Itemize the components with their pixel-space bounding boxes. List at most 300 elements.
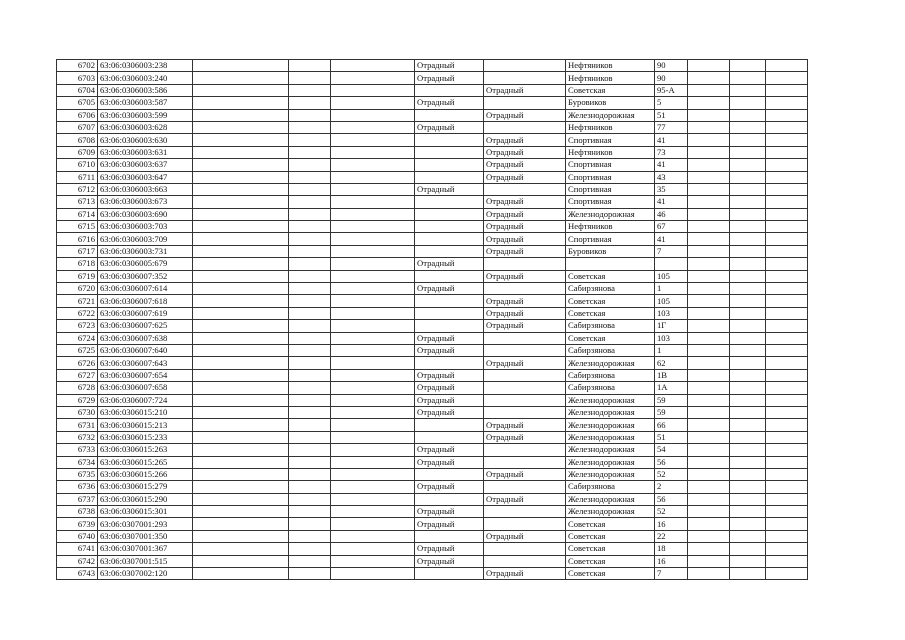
house-number-cell: 1 — [655, 344, 688, 356]
settlement-cell — [484, 506, 566, 518]
col-5 — [331, 258, 415, 270]
col-5 — [331, 196, 415, 208]
street-cell: Советская — [566, 555, 655, 567]
col-10 — [688, 419, 730, 431]
street-cell: Железнодорожная — [566, 468, 655, 480]
col-11 — [730, 84, 766, 96]
col-10 — [688, 97, 730, 109]
row-number: 6710 — [57, 159, 98, 171]
row-number: 6737 — [57, 493, 98, 505]
table-row — [57, 283, 808, 295]
table-row — [57, 109, 808, 121]
street-cell: Спортивная — [566, 134, 655, 146]
col-5 — [331, 344, 415, 356]
settlement-cell — [484, 72, 566, 84]
col-4 — [289, 109, 331, 121]
col-12 — [766, 468, 808, 480]
settlement-cell: Отрадный — [484, 419, 566, 431]
house-number-cell: 51 — [655, 431, 688, 443]
col-5 — [331, 159, 415, 171]
col-12 — [766, 320, 808, 332]
street-cell: Железнодорожная — [566, 456, 655, 468]
settlement-cell: Отрадный — [484, 357, 566, 369]
city-cell: Отрадный — [415, 72, 484, 84]
col-5 — [331, 121, 415, 133]
table-row — [57, 506, 808, 518]
table-row — [57, 543, 808, 555]
settlement-cell: Отрадный — [484, 530, 566, 542]
city-cell: Отрадный — [415, 332, 484, 344]
col-3 — [193, 233, 289, 245]
row-number: 6706 — [57, 109, 98, 121]
col-4 — [289, 530, 331, 542]
row-number: 6703 — [57, 72, 98, 84]
table-row — [57, 468, 808, 480]
col-3 — [193, 221, 289, 233]
street-cell: Железнодорожная — [566, 431, 655, 443]
house-number-cell: 95-А — [655, 84, 688, 96]
col-5 — [331, 406, 415, 418]
col-4 — [289, 307, 331, 319]
table-row — [57, 357, 808, 369]
col-12 — [766, 568, 808, 580]
col-12 — [766, 369, 808, 381]
house-number-cell: 51 — [655, 109, 688, 121]
city-cell: Отрадный — [415, 382, 484, 394]
table-row — [57, 196, 808, 208]
col-3 — [193, 159, 289, 171]
house-number-cell: 103 — [655, 307, 688, 319]
cadastral-number: 63:06:0306003:599 — [98, 109, 193, 121]
row-number: 6729 — [57, 394, 98, 406]
cadastral-number: 63:06:0306015:290 — [98, 493, 193, 505]
col-10 — [688, 394, 730, 406]
col-11 — [730, 183, 766, 195]
table-row — [57, 183, 808, 195]
col-10 — [688, 295, 730, 307]
row-number: 6715 — [57, 221, 98, 233]
col-12 — [766, 84, 808, 96]
cadastral-number: 63:06:0306003:690 — [98, 208, 193, 220]
col-10 — [688, 493, 730, 505]
col-4 — [289, 270, 331, 282]
col-12 — [766, 357, 808, 369]
table-row — [57, 530, 808, 542]
col-11 — [730, 344, 766, 356]
col-4 — [289, 134, 331, 146]
row-number: 6733 — [57, 444, 98, 456]
col-10 — [688, 121, 730, 133]
settlement-cell: Отрадный — [484, 171, 566, 183]
col-10 — [688, 506, 730, 518]
row-number: 6717 — [57, 245, 98, 257]
cadastral-number: 63:06:0306003:663 — [98, 183, 193, 195]
row-number: 6723 — [57, 320, 98, 332]
col-12 — [766, 60, 808, 72]
row-number: 6726 — [57, 357, 98, 369]
col-5 — [331, 332, 415, 344]
col-10 — [688, 382, 730, 394]
street-cell: Железнодорожная — [566, 444, 655, 456]
col-12 — [766, 555, 808, 567]
col-11 — [730, 283, 766, 295]
street-cell: Железнодорожная — [566, 208, 655, 220]
col-12 — [766, 444, 808, 456]
col-12 — [766, 171, 808, 183]
col-4 — [289, 481, 331, 493]
house-number-cell: 105 — [655, 270, 688, 282]
cadastral-number: 63:06:0306003:630 — [98, 134, 193, 146]
city-cell — [415, 270, 484, 282]
col-5 — [331, 506, 415, 518]
col-5 — [331, 283, 415, 295]
row-number: 6708 — [57, 134, 98, 146]
cadastral-number: 63:06:0306003:637 — [98, 159, 193, 171]
col-12 — [766, 382, 808, 394]
col-5 — [331, 568, 415, 580]
settlement-cell — [484, 456, 566, 468]
city-cell — [415, 431, 484, 443]
city-cell — [415, 530, 484, 542]
settlement-cell: Отрадный — [484, 468, 566, 480]
col-4 — [289, 394, 331, 406]
row-number: 6742 — [57, 555, 98, 567]
street-cell: Советская — [566, 332, 655, 344]
street-cell: Спортивная — [566, 196, 655, 208]
col-3 — [193, 183, 289, 195]
col-11 — [730, 295, 766, 307]
col-4 — [289, 382, 331, 394]
row-number: 6721 — [57, 295, 98, 307]
col-4 — [289, 258, 331, 270]
house-number-cell: 52 — [655, 506, 688, 518]
street-cell: Сабирзянова — [566, 320, 655, 332]
col-11 — [730, 468, 766, 480]
col-3 — [193, 357, 289, 369]
cadastral-number: 63:06:0306007:625 — [98, 320, 193, 332]
col-5 — [331, 270, 415, 282]
street-cell — [566, 258, 655, 270]
col-5 — [331, 456, 415, 468]
col-5 — [331, 543, 415, 555]
city-cell — [415, 109, 484, 121]
street-cell: Советская — [566, 307, 655, 319]
house-number-cell: 73 — [655, 146, 688, 158]
col-12 — [766, 183, 808, 195]
col-4 — [289, 97, 331, 109]
col-10 — [688, 431, 730, 443]
cadastral-number: 63:06:0307002:120 — [98, 568, 193, 580]
city-cell: Отрадный — [415, 481, 484, 493]
col-4 — [289, 283, 331, 295]
settlement-cell — [484, 406, 566, 418]
city-cell: Отрадный — [415, 506, 484, 518]
col-3 — [193, 518, 289, 530]
cadastral-number: 63:06:0306015:279 — [98, 481, 193, 493]
col-3 — [193, 543, 289, 555]
table-row — [57, 394, 808, 406]
col-11 — [730, 332, 766, 344]
city-cell — [415, 320, 484, 332]
city-cell — [415, 233, 484, 245]
city-cell — [415, 493, 484, 505]
settlement-cell — [484, 382, 566, 394]
col-3 — [193, 109, 289, 121]
col-12 — [766, 146, 808, 158]
settlement-cell: Отрадный — [484, 295, 566, 307]
col-4 — [289, 295, 331, 307]
col-12 — [766, 344, 808, 356]
col-5 — [331, 307, 415, 319]
house-number-cell: 18 — [655, 543, 688, 555]
col-11 — [730, 456, 766, 468]
cadastral-number: 63:06:0306015:301 — [98, 506, 193, 518]
col-11 — [730, 543, 766, 555]
settlement-cell: Отрадный — [484, 84, 566, 96]
settlement-cell — [484, 394, 566, 406]
settlement-cell — [484, 97, 566, 109]
house-number-cell: 77 — [655, 121, 688, 133]
col-10 — [688, 468, 730, 480]
table-row — [57, 134, 808, 146]
col-11 — [730, 481, 766, 493]
col-10 — [688, 171, 730, 183]
col-11 — [730, 97, 766, 109]
table-row — [57, 369, 808, 381]
col-11 — [730, 431, 766, 443]
street-cell: Советская — [566, 295, 655, 307]
house-number-cell: 56 — [655, 493, 688, 505]
col-12 — [766, 307, 808, 319]
cadastral-number: 63:06:0306007:724 — [98, 394, 193, 406]
settlement-cell: Отрадный — [484, 307, 566, 319]
col-11 — [730, 419, 766, 431]
col-5 — [331, 518, 415, 530]
street-cell: Сабирзянова — [566, 283, 655, 295]
table-row — [57, 270, 808, 282]
city-cell — [415, 245, 484, 257]
col-4 — [289, 146, 331, 158]
settlement-cell — [484, 283, 566, 295]
cadastral-number: 63:06:0306015:265 — [98, 456, 193, 468]
street-cell: Нефтяников — [566, 121, 655, 133]
table-row — [57, 307, 808, 319]
cadastral-number: 63:06:0306003:587 — [98, 97, 193, 109]
row-number: 6738 — [57, 506, 98, 518]
col-5 — [331, 109, 415, 121]
col-10 — [688, 456, 730, 468]
col-10 — [688, 481, 730, 493]
settlement-cell — [484, 543, 566, 555]
cadastral-number: 63:06:0307001:367 — [98, 543, 193, 555]
col-12 — [766, 97, 808, 109]
settlement-cell — [484, 481, 566, 493]
col-5 — [331, 245, 415, 257]
house-number-cell: 1 — [655, 283, 688, 295]
row-number: 6714 — [57, 208, 98, 220]
col-11 — [730, 245, 766, 257]
city-cell — [415, 159, 484, 171]
city-cell: Отрадный — [415, 518, 484, 530]
table-row — [57, 121, 808, 133]
city-cell: Отрадный — [415, 60, 484, 72]
row-number: 6732 — [57, 431, 98, 443]
table-row — [57, 493, 808, 505]
col-12 — [766, 283, 808, 295]
street-cell: Железнодорожная — [566, 357, 655, 369]
table-row — [57, 60, 808, 72]
col-10 — [688, 344, 730, 356]
row-number: 6741 — [57, 543, 98, 555]
city-cell — [415, 295, 484, 307]
col-5 — [331, 295, 415, 307]
row-number: 6711 — [57, 171, 98, 183]
house-number-cell: 41 — [655, 159, 688, 171]
house-number-cell: 90 — [655, 72, 688, 84]
col-12 — [766, 270, 808, 282]
settlement-cell: Отрадный — [484, 208, 566, 220]
row-number: 6720 — [57, 283, 98, 295]
col-4 — [289, 221, 331, 233]
settlement-cell — [484, 555, 566, 567]
table-row — [57, 221, 808, 233]
settlement-cell — [484, 60, 566, 72]
col-12 — [766, 456, 808, 468]
col-4 — [289, 568, 331, 580]
table-row — [57, 320, 808, 332]
col-4 — [289, 419, 331, 431]
col-4 — [289, 444, 331, 456]
col-4 — [289, 320, 331, 332]
settlement-cell — [484, 258, 566, 270]
col-5 — [331, 481, 415, 493]
table-row — [57, 146, 808, 158]
table-row — [57, 555, 808, 567]
col-10 — [688, 332, 730, 344]
col-12 — [766, 419, 808, 431]
col-5 — [331, 171, 415, 183]
col-12 — [766, 134, 808, 146]
city-cell — [415, 307, 484, 319]
table-row — [57, 444, 808, 456]
city-cell: Отрадный — [415, 344, 484, 356]
col-10 — [688, 84, 730, 96]
col-10 — [688, 283, 730, 295]
city-cell: Отрадный — [415, 283, 484, 295]
col-3 — [193, 171, 289, 183]
col-3 — [193, 134, 289, 146]
street-cell: Советская — [566, 568, 655, 580]
street-cell: Советская — [566, 530, 655, 542]
col-5 — [331, 431, 415, 443]
house-number-cell: 54 — [655, 444, 688, 456]
col-5 — [331, 134, 415, 146]
row-number: 6727 — [57, 369, 98, 381]
col-3 — [193, 419, 289, 431]
col-3 — [193, 369, 289, 381]
house-number-cell: 1А — [655, 382, 688, 394]
street-cell: Железнодорожная — [566, 506, 655, 518]
col-4 — [289, 245, 331, 257]
street-cell: Спортивная — [566, 159, 655, 171]
city-cell: Отрадный — [415, 406, 484, 418]
row-number: 6704 — [57, 84, 98, 96]
col-4 — [289, 357, 331, 369]
city-cell — [415, 568, 484, 580]
settlement-cell — [484, 183, 566, 195]
cadastral-number: 63:06:0306015:233 — [98, 431, 193, 443]
cadastral-number: 63:06:0306007:619 — [98, 307, 193, 319]
col-12 — [766, 208, 808, 220]
col-11 — [730, 270, 766, 282]
table-row — [57, 456, 808, 468]
house-number-cell: 59 — [655, 394, 688, 406]
cadastral-number: 63:06:0306005:679 — [98, 258, 193, 270]
col-12 — [766, 506, 808, 518]
col-10 — [688, 221, 730, 233]
col-10 — [688, 406, 730, 418]
col-3 — [193, 431, 289, 443]
house-number-cell — [655, 258, 688, 270]
col-12 — [766, 159, 808, 171]
cadastral-number: 63:06:0307001:515 — [98, 555, 193, 567]
col-12 — [766, 295, 808, 307]
settlement-cell: Отрадный — [484, 109, 566, 121]
cadastral-number: 63:06:0306003:673 — [98, 196, 193, 208]
col-4 — [289, 518, 331, 530]
row-number: 6707 — [57, 121, 98, 133]
col-11 — [730, 394, 766, 406]
table-row — [57, 171, 808, 183]
col-10 — [688, 357, 730, 369]
col-4 — [289, 159, 331, 171]
col-5 — [331, 444, 415, 456]
table-row — [57, 382, 808, 394]
col-3 — [193, 344, 289, 356]
city-cell: Отрадный — [415, 369, 484, 381]
table-row — [57, 72, 808, 84]
settlement-cell: Отрадный — [484, 233, 566, 245]
col-3 — [193, 196, 289, 208]
row-number: 6739 — [57, 518, 98, 530]
street-cell: Нефтяников — [566, 221, 655, 233]
col-4 — [289, 332, 331, 344]
col-5 — [331, 72, 415, 84]
cadastral-number: 63:06:0306003:709 — [98, 233, 193, 245]
house-number-cell: 52 — [655, 468, 688, 480]
col-12 — [766, 332, 808, 344]
settlement-cell — [484, 121, 566, 133]
row-number: 6734 — [57, 456, 98, 468]
house-number-cell: 35 — [655, 183, 688, 195]
street-cell: Сабирзянова — [566, 481, 655, 493]
col-4 — [289, 555, 331, 567]
city-cell: Отрадный — [415, 456, 484, 468]
col-5 — [331, 555, 415, 567]
house-number-cell: 56 — [655, 456, 688, 468]
row-number: 6725 — [57, 344, 98, 356]
table-row — [57, 159, 808, 171]
street-cell: Железнодорожная — [566, 493, 655, 505]
col-11 — [730, 208, 766, 220]
city-cell: Отрадный — [415, 258, 484, 270]
table-row — [57, 518, 808, 530]
col-3 — [193, 307, 289, 319]
col-11 — [730, 109, 766, 121]
col-12 — [766, 530, 808, 542]
col-5 — [331, 221, 415, 233]
settlement-cell: Отрадный — [484, 320, 566, 332]
